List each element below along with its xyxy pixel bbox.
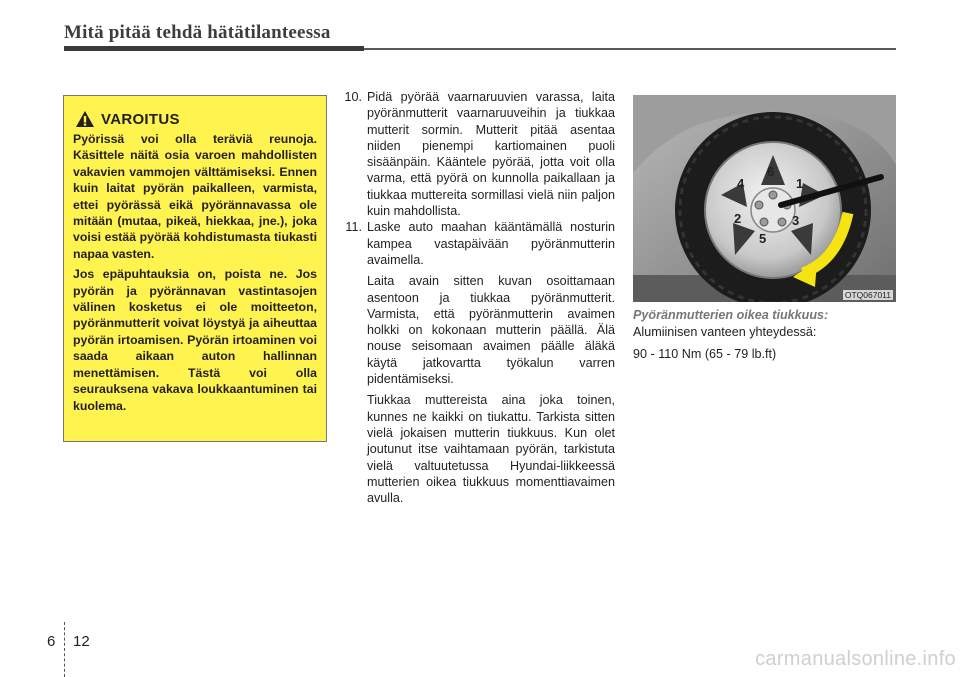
page-title: Mitä pitää tehdä hätätilanteessa (64, 22, 331, 43)
lug-label-5: 5 (759, 231, 767, 246)
lug-label-4: 4 (737, 176, 745, 191)
torque-caption: Pyöränmutterien oikea tiukkuus: (633, 308, 829, 322)
lug-label-3: 3 (792, 213, 800, 228)
wheel-photo (633, 95, 896, 302)
footer-divider (64, 622, 65, 677)
header-rule-thin (364, 48, 896, 50)
warning-paragraph: Pyörissä voi olla teräviä reunoja. Käsittele näitä osia varoen mahdollisten vakavien vammojen välttämiseksi. Ennen kuin laitat pyörän paikalleen, varmista, ettei pyörässä eikä pyörännavassa ole mitään (mutaa, pikeä, hiekkaa, jne.), joka voisi estää pyörää kohdistumasta tiukasti napaa vasten. (73, 132, 317, 261)
header-rule (64, 46, 364, 51)
step-subparagraph: Laita avain sitten kuvan osoittamaan asentoon ja tiukkaa pyöränmutterit. Varmista, että pyöränmutterin avaimen holkki on kokonaan mutterin päällä. Älä nouse seisomaan avaimen päälle äläkä käytä jatkovartta työkalun varren pidentämiseksi. (367, 274, 615, 387)
lug-label-6: 6 (767, 164, 775, 179)
step-10 (340, 89, 615, 219)
step-subparagraph: Tiukkaa muttereista aina joka toinen, kunnes ne kaikki on tiukattu. Tarkista sitten vielä jokaisen mutterin tiukkuus. Kun olet joutunut itse vaihtamaan pyörän, tarkistuta vielä valtuutetussa Hyundai-liikkeessä mutterien oikea tiukkuus momenttiavaimen avulla. (367, 393, 615, 506)
warning-box (63, 95, 327, 442)
lug-label-1: 1 (796, 176, 804, 191)
step-text: Pidä pyörää vaarnaruuvien varassa, laita pyöränmutterit vaarnaruuveihin ja tiukkaa mutterit sormin. Mutterit pitää asentaa niiden pienempi kartiomainen puoli sisäänpäin. Kääntele pyörää, jotta voit olla varma, että pyörä on kunnolla paikallaan ja tiukkaa muttereita sormillasi vielä niin paljon kuin mahdollista. (367, 90, 615, 219)
lug-label-2: 2 (734, 211, 742, 226)
instruction-steps (340, 89, 615, 506)
figure-code: OTQ067011 (844, 290, 891, 300)
chapter-number: 6 (47, 633, 56, 650)
step-11 (340, 219, 615, 506)
warning-title: VAROITUS (101, 110, 180, 128)
page-number: 12 (73, 633, 90, 650)
wheel-illustration (633, 95, 896, 302)
step-number: 10. (344, 90, 362, 104)
warning-triangle-icon (75, 110, 95, 128)
warning-paragraph: Jos epäpuhtauksia on, poista ne. Jos pyörän ja pyörännavan vastintasojen välinen kosketus ei ole moitteeton, pyöränmutterit voivat löystyä ja aiheuttaa pyörän irtoamisen. Pyörän irtoaminen voi saada aikaan auton hallinnan menettämisen. Tästä voi olla seurauksena vakava loukkaantuminen tai kuolema. (73, 267, 317, 413)
warning-header (75, 108, 317, 130)
torque-value: 90 - 110 Nm (65 - 79 lb.ft) (633, 347, 777, 361)
watermark: carmanualsonline.info (755, 648, 956, 670)
step-number: 11. (345, 220, 362, 235)
torque-label: Alumiinisen vanteen yhteydessä: (633, 325, 817, 339)
step-text: Laske auto maahan kääntämällä nosturin kampea vastapäivään pyöränmutterin avaimella. (367, 220, 615, 267)
